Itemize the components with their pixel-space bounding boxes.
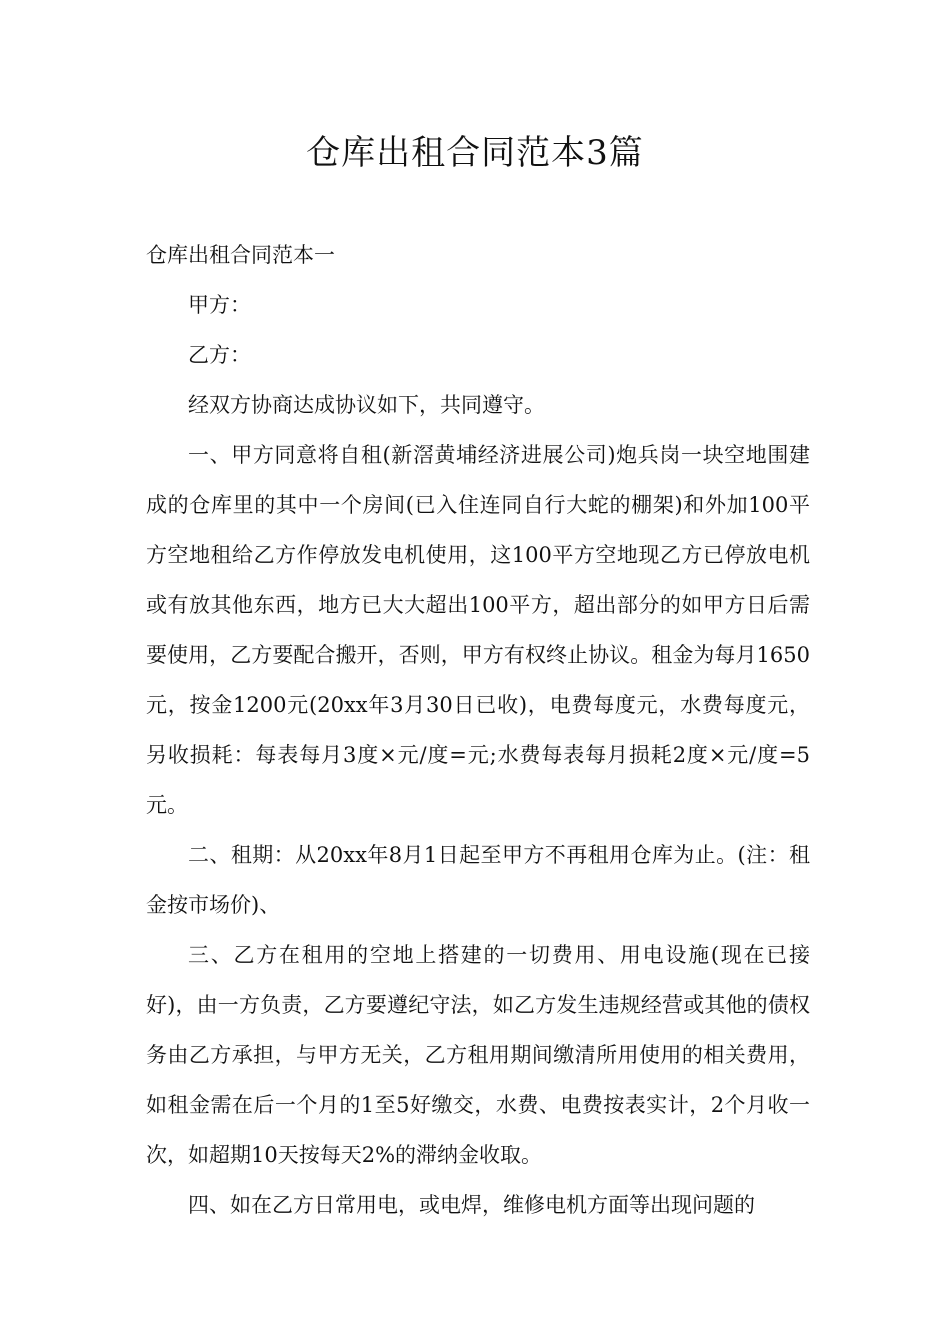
party-b-line: 乙方： [188,343,251,367]
clause-paragraph-2: 二、租期：从20xx年8月1日起至甲方不再租用仓库为止。(注：租金按市场价)、 [146,843,810,917]
clause-paragraph-1: 一、甲方同意将自租(新滘黄埔经济进展公司)炮兵岗一块空地围建成的仓库里的其中一个房间(已入住连同自行大蛇的棚架)和外加100平方空地租给乙方作停放发电机使用，这100平方空地现乙方已停放电机或有放其他东西，地方已大大超出100平方，超出部分的如甲方日后需要使用，乙方要配合搬开，否则，甲方有权终止协议。租金为每月1650元，按金1200元(20xx年3月30日已收)，电费每度元，水费每度元，另收损耗：每表每月3度×元/度=元;水费每表每月损耗2度×元/度=5元。 [146,443,810,817]
document-body [146,230,810,1230]
clause-paragraph-4: 四、如在乙方日常用电，或电焊，维修电机方面等出现问题的 [188,1193,755,1217]
clause-paragraph-3: 三、乙方在租用的空地上搭建的一切费用、用电设施(现在已接好)，由一方负责，乙方要遵纪守法，如乙方发生违规经营或其他的债权务由乙方承担，与甲方无关，乙方租用期间缴清所用使用的相关费用，如租金需在后一个月的1至5好缴交，水费、电费按表实计，2个月收一次，如超期10天按每天2%的滞纳金收取。 [146,943,810,1167]
contract-subtitle: 仓库出租合同范本一 [146,243,335,267]
document-title: 仓库出租合同范本3篇 [306,133,644,173]
intro-paragraph: 经双方协商达成协议如下，共同遵守。 [188,393,545,417]
party-a-line: 甲方： [188,293,251,317]
